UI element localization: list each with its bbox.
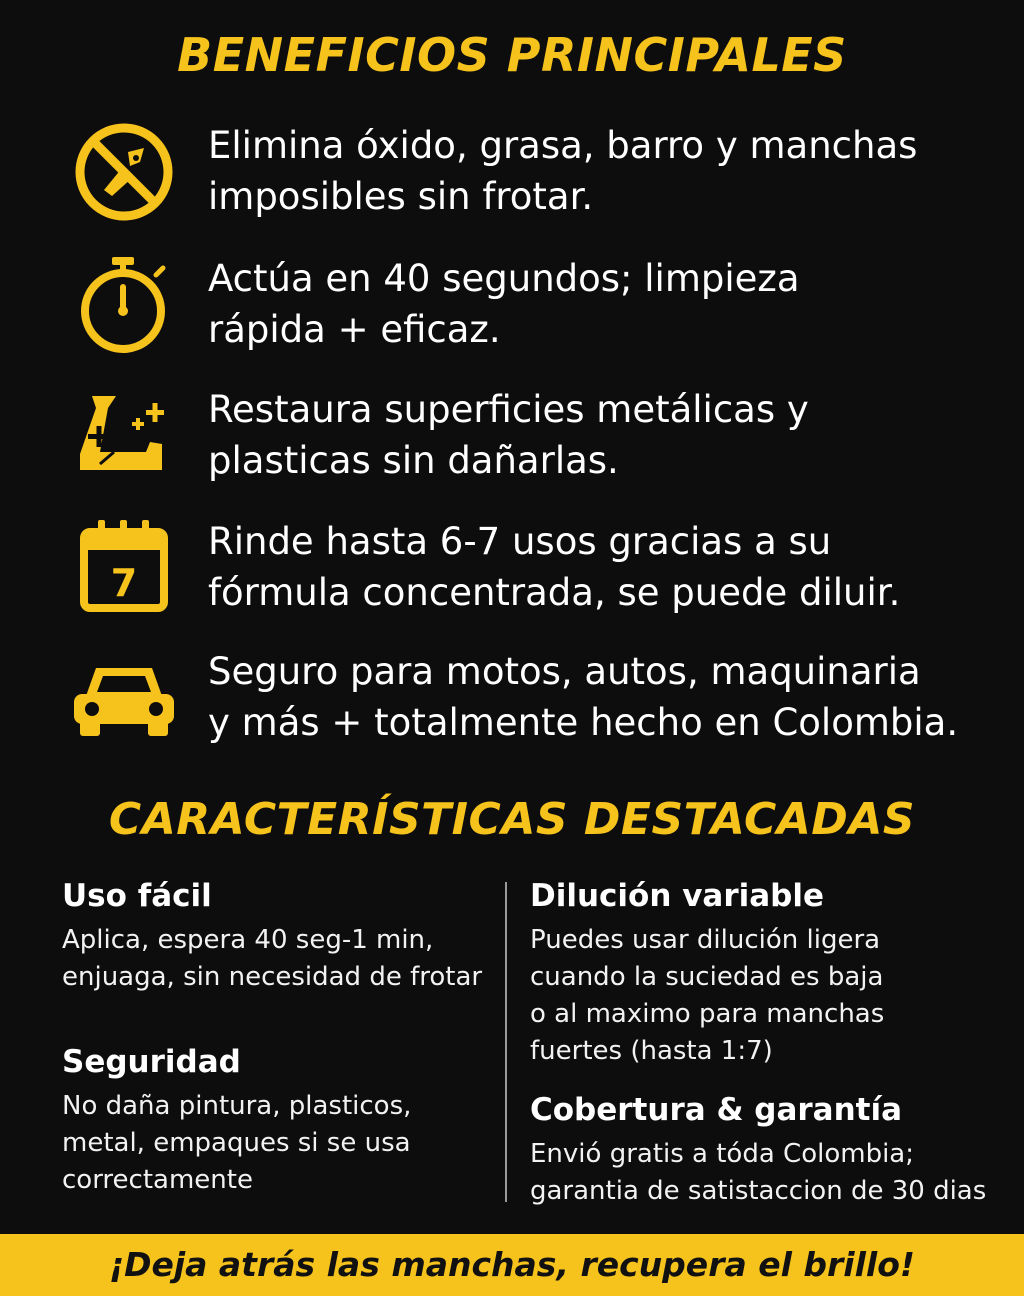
benefit-text: Restaura superficies metálicas y plasticas sin dañarlas. (208, 388, 809, 482)
benefit-text: Actúa en 40 segundos; limpieza rápida + eficaz. (208, 257, 800, 351)
footer-slogan: ¡Deja atrás las manchas, recupera el brillo! (109, 1245, 915, 1284)
benefit-text: Rinde hasta 6-7 usos gracias a su fórmula concentrada, se puede diluir. (208, 520, 901, 614)
benefit-item (0, 644, 1024, 754)
features-grid (0, 870, 1024, 1220)
feature-description: Envió gratis a tóda Colombia; garantia de satistaccion de 30 dias (530, 1139, 987, 1206)
feature-description: Puedes usar dilución ligera cuando la suciedad es baja o al maximo para manchas fuertes (hasta 1:7) (530, 925, 885, 1066)
feature-title: Seguridad (62, 1044, 241, 1080)
feature-cobertura (530, 1090, 1010, 1210)
feature-title: Dilución variable (530, 878, 825, 914)
footer-banner (0, 1234, 1024, 1296)
svg-text:7: 7 (110, 561, 138, 605)
features-heading: CARACTERÍSTICAS DESTACADAS (108, 794, 916, 845)
benefit-item (0, 251, 1024, 361)
feature-dilucion (530, 876, 1000, 1070)
no-stain-icon (70, 122, 178, 222)
calendar-icon (70, 518, 178, 618)
benefit-item (0, 118, 1024, 228)
feature-title: Uso fácil (62, 878, 212, 914)
feature-description: No daña pintura, plasticos, metal, empaques si se usa correctamente (62, 1091, 412, 1195)
feature-description: Aplica, espera 40 seg-1 min, enjuaga, sin necesidad de frotar (62, 925, 483, 992)
benefit-item (0, 514, 1024, 624)
car-icon (70, 648, 178, 748)
sparkle-surface-icon (70, 386, 178, 486)
benefit-text: Elimina óxido, grasa, barro y manchas imposibles sin frotar. (208, 124, 918, 218)
feature-title: Cobertura & garantía (530, 1092, 903, 1128)
feature-seguridad (62, 1042, 492, 1199)
benefit-item (0, 382, 1024, 492)
feature-uso-facil (62, 876, 507, 996)
stopwatch-icon (70, 255, 178, 355)
benefits-heading: BENEFICIOS PRINCIPALES (177, 28, 847, 82)
benefit-text: Seguro para motos, autos, maquinaria y más + totalmente hecho en Colombia. (208, 650, 959, 744)
